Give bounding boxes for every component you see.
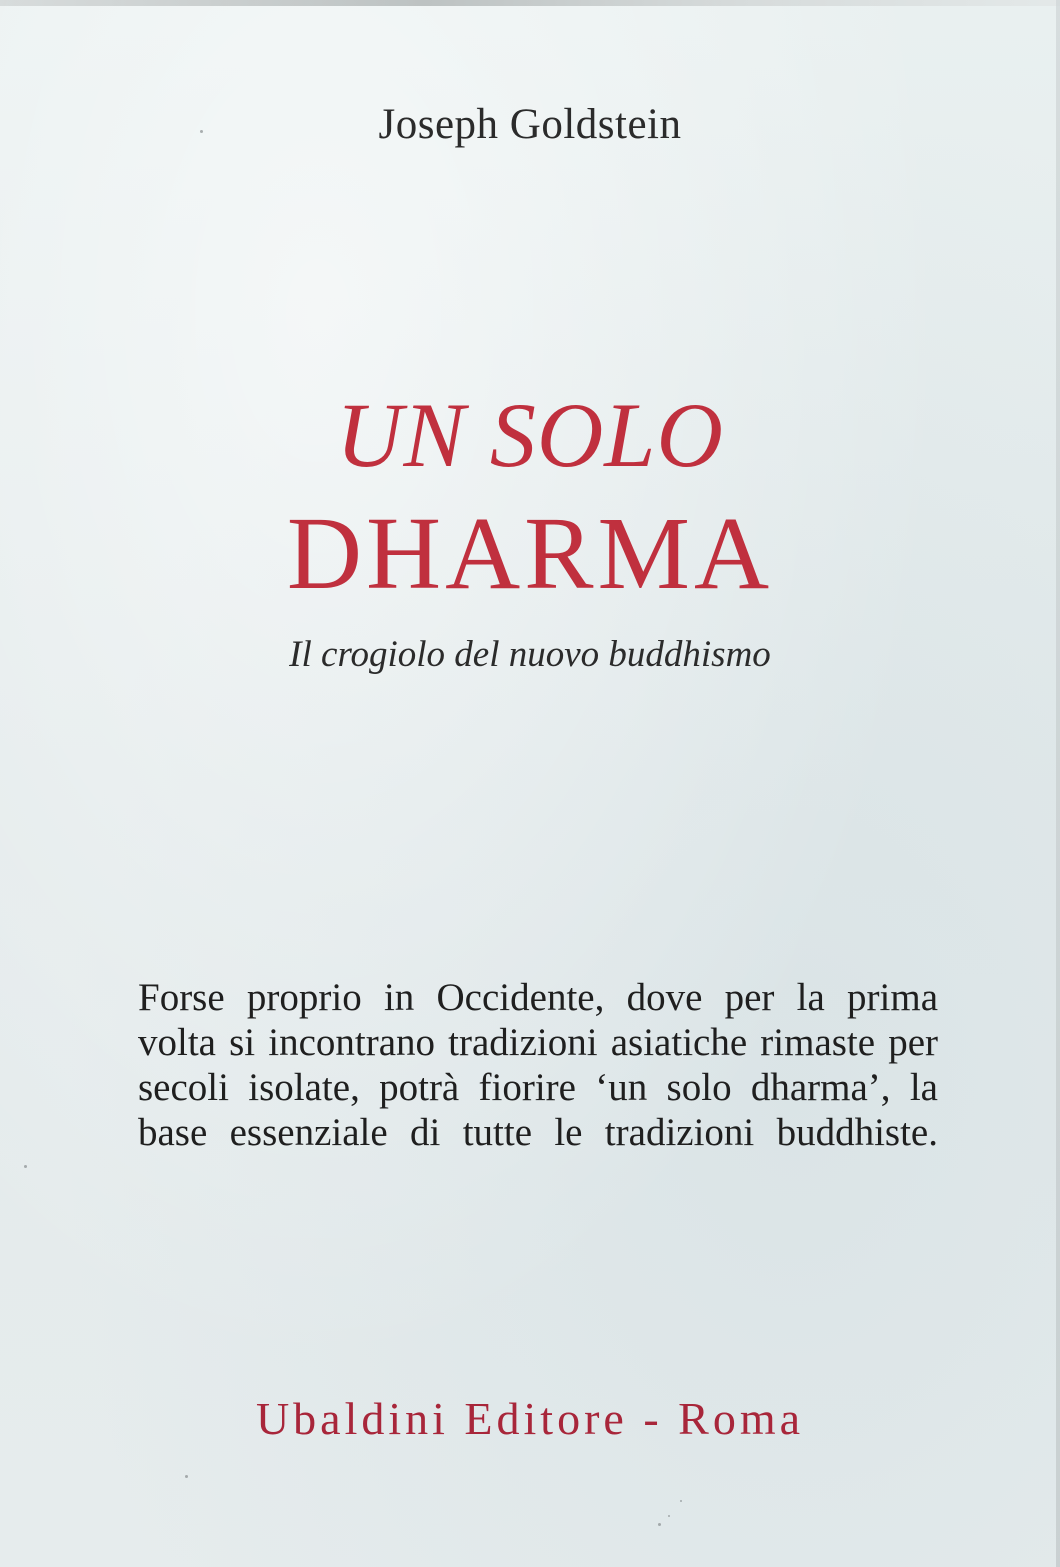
paper-speck	[200, 130, 203, 133]
blurb-line: base essenziale di tutte le tradizioni buddhiste.	[138, 1111, 938, 1154]
title-line-2: DHARMA	[286, 496, 774, 611]
subtitle: Il crogiolo del nuovo buddhismo	[289, 634, 771, 675]
blurb-line: Forse proprio in Occidente, dove per la prima	[138, 976, 938, 1019]
paper-speck	[24, 1165, 27, 1168]
blurb-line: secoli isolate, potrà fiorire ‘un solo dharma’, la	[138, 1066, 938, 1109]
paper-speck	[680, 1500, 682, 1502]
blurb	[138, 975, 938, 1155]
title-line-1: UN SOLO	[336, 384, 724, 486]
paper-speck	[185, 1475, 188, 1478]
paper-speck	[668, 1515, 670, 1517]
publisher-imprint: Ubaldini Editore - Roma	[255, 1393, 805, 1444]
blurb-line: volta si incontrano tradizioni asiatiche rimaste per	[138, 1021, 938, 1064]
author-name: Joseph Goldstein	[378, 101, 682, 148]
paper-speck	[658, 1523, 661, 1526]
